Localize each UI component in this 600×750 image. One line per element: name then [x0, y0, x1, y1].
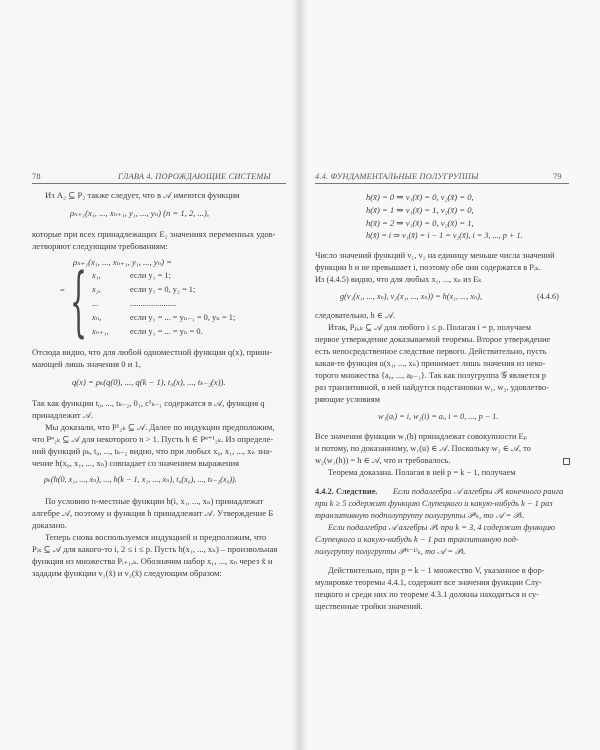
right-page-number: 79 [553, 172, 562, 181]
corollary-label: 4.4.2. Следствие. [315, 487, 378, 496]
corollary-text: Если подалгебра 𝒜 алгебры 𝒫ₖ при k = 3, 4 содержит функцию [328, 523, 556, 532]
case-condition: если y₁ = ... = yₙ₋₁ = 0, yₙ = 1; [130, 313, 236, 322]
case-condition: если y₁ = 0, y₂ = 1; [130, 285, 196, 294]
corollary-text: при k ≥ 5 содержит функцию Слупецкого и какую-нибудь k − 1 раз [315, 499, 553, 508]
left-text-line: доказано. [32, 520, 67, 530]
corollary-text: Если подалгебра 𝒜 алгебры 𝒫ₖ конечного ранга [393, 487, 564, 496]
corollary-text: Слупецкого и какую-нибудь k − 1 раз транзитивную под- [315, 535, 519, 544]
right-def-line: h(x̃) = 0 ⇒ v₁(x̃) = 0, v₂(x̃) = 0, [366, 192, 474, 202]
right-text-line: раз транзитивной, в ней найдутся подстановки w₁, w₂, удовлетво- [315, 383, 549, 392]
right-text-line: щественные тройки значений. [315, 602, 423, 611]
left-page-number: 78 [32, 172, 41, 181]
right-text-line: Теорема доказана. Полагая в ней p = k − 1, получаем [328, 468, 516, 477]
left-text-line: которые при всех принадлежащих E₂ значениях переменных удов- [32, 229, 276, 239]
right-text-line: Число значений функций v₁, v₂ на единицу меньше числа значений [315, 251, 555, 260]
left-text-line: чение h(x₀, x₁, ..., xₙ) совпадает со значением выражения [32, 458, 240, 468]
right-text-line: Все значения функции w₁(h) принадлежат совокупности Eₚ [315, 432, 528, 441]
left-text-line: Pᵢₖ ⊆ 𝒜 для какого-то i, 2 ≤ i ≤ p. Пусть h(x₁, ..., xₙ) – произвольная [32, 544, 278, 554]
right-text-line: Действительно, при p = k − 1 множество V, указанное в фор- [328, 566, 545, 575]
left-text-line: летворяют следующим требованиям: [32, 241, 168, 251]
corollary-text: транзитивную подполупруппу полугруппы 𝒫¹ₖ, то 𝒜 = 𝒫ₖ. [315, 511, 525, 520]
left-brace: { [70, 256, 87, 345]
left-text-line: алгебре 𝒜, поэтому и функция h принадлежит 𝒜. Утверждение Б [32, 508, 274, 518]
left-formula-q: q(x) = ρₖ(q(0), ..., q(k − 1), t₀(x), ..., tₖ₋₂(x)). [72, 377, 226, 387]
left-text-line: зададим функции v₁(x̃) и v₂(x̃) следующим образом: [32, 568, 222, 578]
right-formula-g: g(v₁(x₁, ..., xₙ), v₂(x₁, ..., xₙ)) = h(x₁, ..., xₙ), [340, 292, 483, 301]
case-condition: ...................... [130, 299, 177, 308]
case-value: x₂, [92, 285, 101, 294]
right-text-line: и потому, по доказанному, w₁(u) ∈ 𝒜. Поскольку w₂ ∈ 𝒜, то [315, 444, 531, 453]
left-text-line: что Pⁿ₂ₖ ⊆ 𝒜 для некоторого n > 1. Пусть h ∈ Pⁿ⁺¹₂ₖ. Из определе- [32, 434, 274, 444]
left-text-line: функция из множества Pᵢ₊₁,ₖ. Обозначим набор x₁, ..., xₙ через x̃ и [32, 556, 273, 566]
left-text-line: По условию n-местные функции h(i, x₁, ..., xₙ) принадлежат [45, 496, 264, 506]
right-text-line: Итак, Pₚ,ₖ ⊆ 𝒜 для любого i ≤ p. Полагая i = p, получаем [328, 323, 532, 332]
case-value: xₙ₊₁, [92, 327, 109, 336]
right-running-head: 4.4. ФУНДАМЕНТАЛЬНЫЕ ПОЛУГРУППЫ [315, 172, 479, 181]
case-condition: если y₁ = ... = yₙ = 0. [130, 327, 203, 336]
left-text-line: Из A₂ ⊆ P₂ также следует, что в 𝒜 имеются функции [45, 190, 240, 200]
left-text-line: Отсюда видно, что для любой одноместной функции q(x), прини- [32, 347, 273, 357]
right-text-line: w₂(w₁(h)) = h ∈ 𝒜, что и требовалось. [315, 456, 451, 465]
left-text-line: мающей лишь значения 0 и 1, [32, 359, 141, 369]
right-header-rule [315, 183, 569, 184]
right-equation-label: (4.4.6) [537, 292, 559, 301]
right-text-line: следовательно, h ∈ 𝒜. [315, 311, 396, 320]
right-text-line: первое утверждение доказываемой теоремы. Второе утверждение [315, 335, 551, 344]
right-text-line: Из (4.4.5) видно, что для любых x₁, ..., xₙ из Eₖ [315, 275, 482, 284]
case-value: xₙ, [92, 313, 102, 322]
left-text-line: принадлежит 𝒜. [32, 410, 94, 420]
corollary-text: полугруппу полугруппы 𝒫⁽ᵏ⁻¹⁾ₖ, то 𝒜 = 𝒫ₖ. [315, 547, 467, 556]
left-running-head: ГЛАВА 4. ПОРОЖДАЮЩИЕ СИСТЕМЫ [118, 172, 271, 181]
left-text-line: ний функций ρₖ, t₀, ..., tₖ₋₂ видно, что при любых x₀, x₁, ..., xₙ зна- [32, 446, 272, 456]
right-text-line: ряющие условиям [315, 395, 380, 404]
case-condition: если y₁ = 1; [130, 271, 171, 280]
left-formula-h: ρₖ(h(0, x₁, ..., xₙ), ..., h(k − 1, x₁, ..., xₙ), t₀(x₀), ..., tₖ₋₂(x₀)). [44, 475, 237, 484]
equals-sign: = [60, 286, 65, 295]
right-text-line: есть непосредственное следствие первого. Действительно, пусть [315, 347, 547, 356]
case-value: ... [92, 299, 99, 308]
left-formula-rho: ρₙ₊₁(x₁, ..., xₙ₊₁, y₁, ..., yₙ) (n = 1, 2, ...), [70, 208, 209, 218]
left-text-line: Теперь снова воспользуемся индукцией и предположим, что [45, 532, 267, 542]
left-text-line: Мы доказали, что P¹₂ₖ ⊆ 𝒜. Далее по индукции предположим, [45, 422, 275, 432]
case-value: x₁, [92, 271, 101, 280]
right-text-line: пецкого и среди них по теореме 4.3.1 должны находиться и су- [315, 590, 539, 599]
left-header-rule [32, 183, 286, 184]
right-def-line: h(x̃) = i ⇒ v₁(x̃) = i − 1 = v₂(x̃), i = 3, ..., p + 1. [366, 231, 523, 240]
left-rho-head: ρₙ₊₁(x₁, ..., xₙ₊₁, y₁, ..., yₙ) = [73, 257, 172, 267]
right-formula-w: w₁(aᵢ) = i, w₂(i) = aᵢ, i = 0, ..., p − 1. [378, 412, 499, 421]
right-def-line: h(x̃) = 2 ⇒ v₁(x̃) = 0, v₂(x̃) = 1, [366, 218, 474, 228]
left-text-line: Так как функции t₀, ..., tₖ₋₂, 0₁, c¹ₖ₋₁ содержатся в 𝒜, функция q [32, 398, 265, 408]
right-def-line: h(x̃) = 1 ⇒ v₁(x̃) = 1, v₂(x̃) = 0, [366, 205, 474, 215]
right-text-line: функции h и не превышает i, поэтому обе они содержатся в Pᵢₖ. [315, 263, 541, 272]
right-text-line: торого множества {a₀, ..., aₚ₋₁}. Так как полугруппа 𝒢 является p [315, 371, 547, 380]
right-text-line: какая-то функция u(x₁, ..., xₙ) принимает лишь значения из неко- [315, 359, 546, 368]
qed-square [563, 458, 570, 465]
book-gutter [292, 0, 308, 750]
right-text-line: мулировке теоремы 4.4.1, содержит все значения функции Слу- [315, 578, 542, 587]
